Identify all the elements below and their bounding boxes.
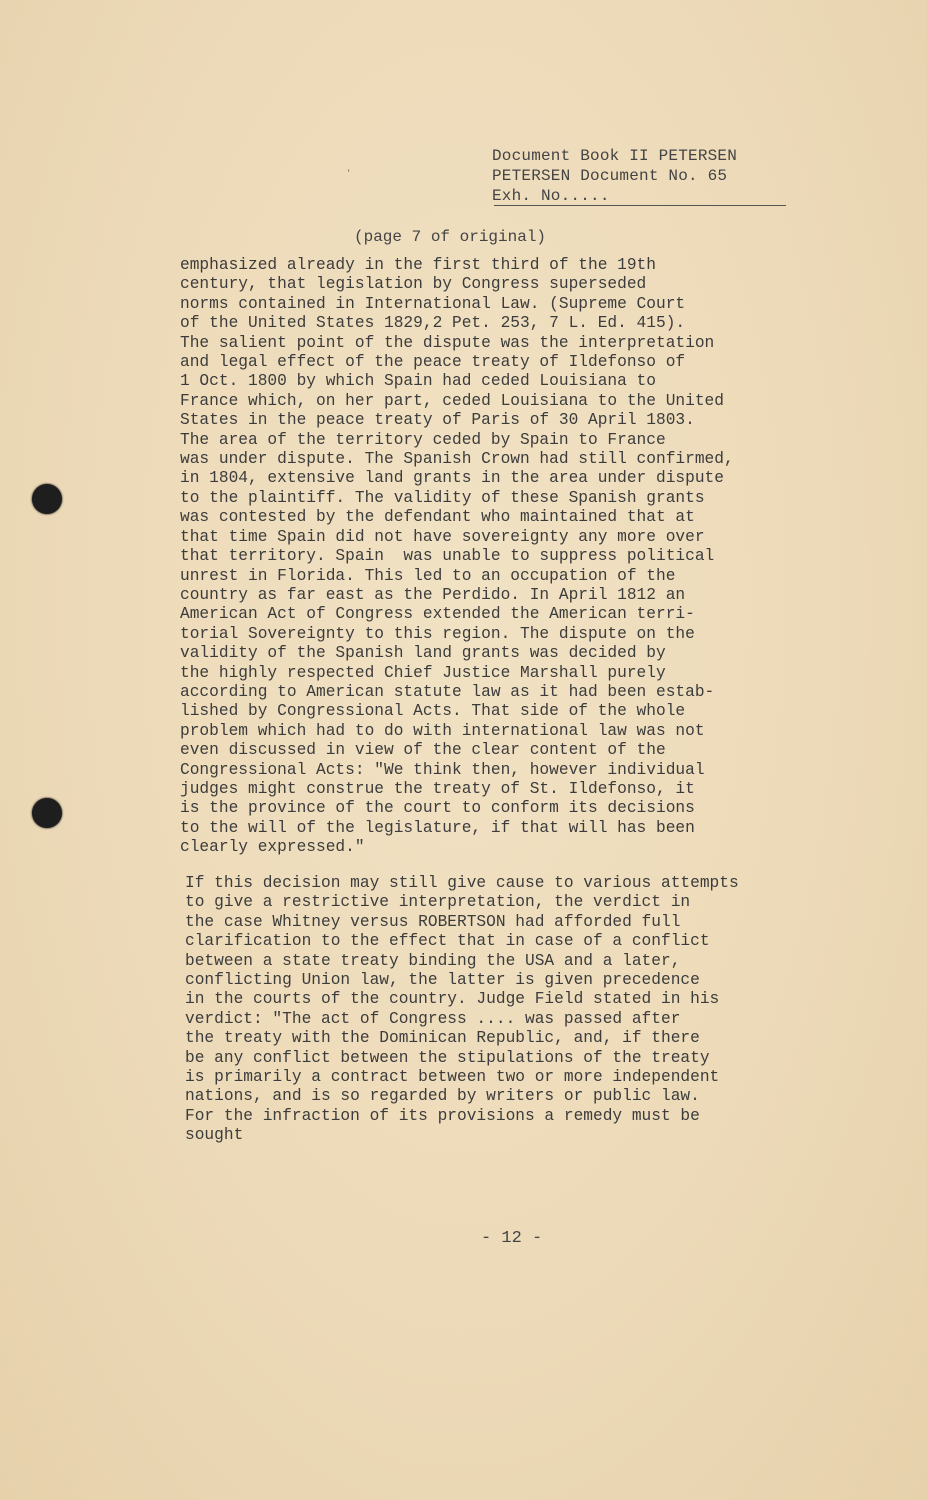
text-line: was under dispute. The Spanish Crown had still confirmed, xyxy=(180,450,734,469)
text-line: conflicting Union law, the latter is given precedence xyxy=(185,971,700,990)
text-line: clearly expressed." xyxy=(180,838,365,857)
header-line: Exh. No..... xyxy=(492,187,610,205)
page-number: - 12 - xyxy=(481,1229,543,1248)
body-paragraph xyxy=(180,256,734,858)
document-header xyxy=(492,146,737,206)
text-line: For the infraction of its provisions a remedy must be xyxy=(185,1106,700,1125)
text-line: the highly respected Chief Justice Marshall purely xyxy=(180,663,666,682)
text-line: be any conflict between the stipulations of the treaty xyxy=(185,1048,710,1067)
text-line: problem which had to do with international law was not xyxy=(180,721,705,740)
text-line: was contested by the defendant who maintained that at xyxy=(180,508,695,527)
text-line: norms contained in International Law. (Supreme Court xyxy=(180,294,686,313)
header-underline xyxy=(494,205,786,206)
text-line: verdict: "The act of Congress .... was passed after xyxy=(185,1009,681,1028)
body-paragraph xyxy=(185,874,739,1146)
text-line: emphasized already in the first third of the 19th xyxy=(180,256,656,274)
text-line: is primarily a contract between two or more independent xyxy=(185,1068,720,1087)
text-line: of the United States 1829,2 Pet. 253, 7 L. Ed. 415). xyxy=(180,314,686,333)
text-line: validity of the Spanish land grants was decided by xyxy=(180,644,666,663)
text-line: unrest in Florida. This led to an occupation of the xyxy=(180,566,676,585)
text-line: to the will of the legislature, if that will has been xyxy=(180,818,695,837)
text-line: between a state treaty binding the USA and a later, xyxy=(185,951,681,970)
text-line: 1 Oct. 1800 by which Spain had ceded Louisiana to xyxy=(180,372,656,391)
text-line: American Act of Congress extended the American terri- xyxy=(180,605,695,624)
text-line: country as far east as the Perdido. In April 1812 an xyxy=(180,585,686,604)
paper-speck: ʼ xyxy=(345,168,353,182)
text-line: that time Spain did not have sovereignty any more over xyxy=(180,527,705,546)
text-line: century, that legislation by Congress superseded xyxy=(180,275,647,294)
text-line: judges might construe the treaty of St. Ildefonso, it xyxy=(180,779,695,798)
text-line: lished by Congressional Acts. That side of the whole xyxy=(180,702,686,721)
text-line: torial Sovereignty to this region. The dispute on the xyxy=(180,624,695,643)
text-line: The salient point of the dispute was the interpretation xyxy=(180,333,715,352)
punch-hole xyxy=(32,798,62,828)
text-line: according to American statute law as it had been estab- xyxy=(180,682,715,701)
text-line: If this decision may still give cause to various attempts xyxy=(185,874,739,892)
text-line: that territory. Spain was unable to suppress political xyxy=(180,547,715,566)
text-line: to give a restrictive interpretation, the verdict in xyxy=(185,893,691,912)
text-line: nations, and is so regarded by writers or public law. xyxy=(185,1087,700,1106)
text-line: is the province of the court to conform its decisions xyxy=(180,799,695,818)
header-line: Document Book II PETERSEN xyxy=(492,147,738,165)
text-line: to the plaintiff. The validity of these Spanish grants xyxy=(180,488,705,507)
text-line: in 1804, extensive land grants in the area under dispute xyxy=(180,469,724,488)
text-line: even discussed in view of the clear content of the xyxy=(180,741,666,760)
text-line: States in the peace treaty of Paris of 30 April 1803. xyxy=(180,411,695,430)
text-line: the case Whitney versus ROBERTSON had afforded full xyxy=(185,912,681,931)
text-line: sought xyxy=(185,1126,244,1145)
page-of-original: (page 7 of original) xyxy=(354,228,547,246)
text-line: clarification to the effect that in case of a conflict xyxy=(185,932,710,951)
text-line: Congressional Acts: "We think then, however individual xyxy=(180,760,705,779)
punch-hole xyxy=(32,484,62,514)
text-line: The area of the territory ceded by Spain to France xyxy=(180,430,666,449)
header-line: PETERSEN Document No. 65 xyxy=(492,167,728,185)
text-line: France which, on her part, ceded Louisiana to the United xyxy=(180,391,724,410)
text-line: the treaty with the Dominican Republic, and, if there xyxy=(185,1029,700,1048)
text-line: in the courts of the country. Judge Field stated in his xyxy=(185,990,720,1009)
text-line: and legal effect of the peace treaty of Ildefonso of xyxy=(180,353,686,372)
